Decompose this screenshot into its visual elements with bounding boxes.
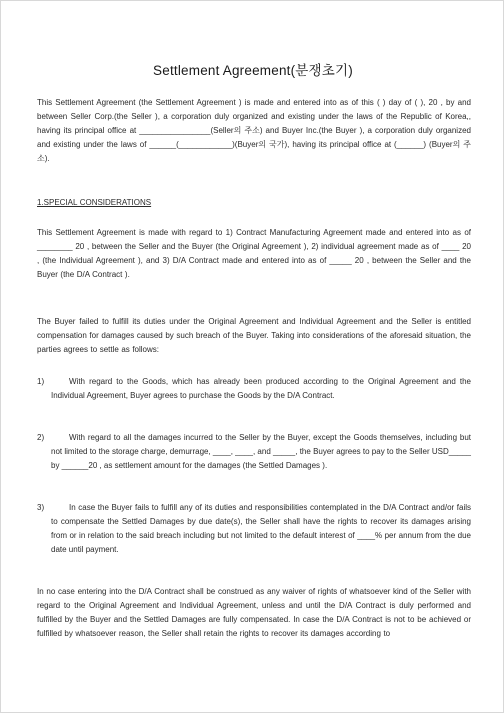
list-item-2 [37,431,471,473]
breach-paragraph: The Buyer failed to fulfill its duties under the Original Agreement and Individual Agreement and the Seller is entitled compensation for damages caused by such breach of the Buyer. Taking into considerations of the aforesaid situation, the parties agrees to settle as follows: [37,317,471,355]
document-title: Settlement Agreement(분쟁초기) [153,63,353,78]
list-item-text: With regard to the Goods, which has already been produced according to the Original Agreement and the Individual Agreement, Buyer agrees to purchase the Goods by the D/A Contract. [51,377,471,401]
list-item-number: 1) [37,377,45,386]
list-item-number: 3) [37,503,45,512]
list-item-text: In case the Buyer fails to fulfill any of its duties and responsibilities contemplated in the D/A Contract and/or fails to compensate the Settled Damages by due date(s), the Seller shall have the rights to recover its damages arising from or in relation to the said breach including but not limited to the default interest of ____% per annum from the due date until payment. [51,503,471,555]
considerations-paragraph: This Settlement Agreement is made with regard to 1) Contract Manufacturing Agreement made and entered into as of ________ 20 , between the Seller and the Buyer (the Original Agreement ), 2) individual agreement made as of ____ 20 , (the Individual Agreement ), and 3) D/A Contract made and entered into as of _____ 20 , between the Seller and the Buyer (the D/A Contract ). [37,228,471,280]
waiver-paragraph: In no case entering into the D/A Contract shall be construed as any waiver of rights of whatsoever kind of the Seller with regard to the Original Agreement and Individual Agreement, unless and until the D/A Contract is duly performed and fulfilled by the Buyer and the Settled Damages are fully compensated. In case the D/A Contract is not to be achieved or fulfilled by whatsoever reason, the Seller shall retain the rights to recover its damages according to [37,587,471,639]
list-item-1 [37,375,471,403]
list-item-number: 2) [37,433,45,442]
intro-paragraph: This Settlement Agreement (the Settlement Agreement ) is made and entered into as of this ( ) day of ( ), 20 , by and between Seller Corp.(the Seller ), a corporation duly organized and existing under the laws of the Republic of Korea,, having its principal office at ________________(Seller의 주소) and Buyer Inc.(the Buyer ), a corporation duly organized and existing under the laws of ______(____________)(Buyer의 국가), having its principal office at (______) (Buyer의 주소). [37,98,471,164]
list-item-text: With regard to all the damages incurred to the Seller by the Buyer, except the Goods themselves, including but not limited to the storage charge, demurrage, ____, ____, and _____, the Buyer agrees to pay to the Seller USD_____ by ______20 , as settlement amount for the damages (the Settled Damages ). [51,433,471,471]
list-item-3 [37,501,471,557]
section-heading: 1.SPECIAL CONSIDERATIONS [37,198,152,207]
